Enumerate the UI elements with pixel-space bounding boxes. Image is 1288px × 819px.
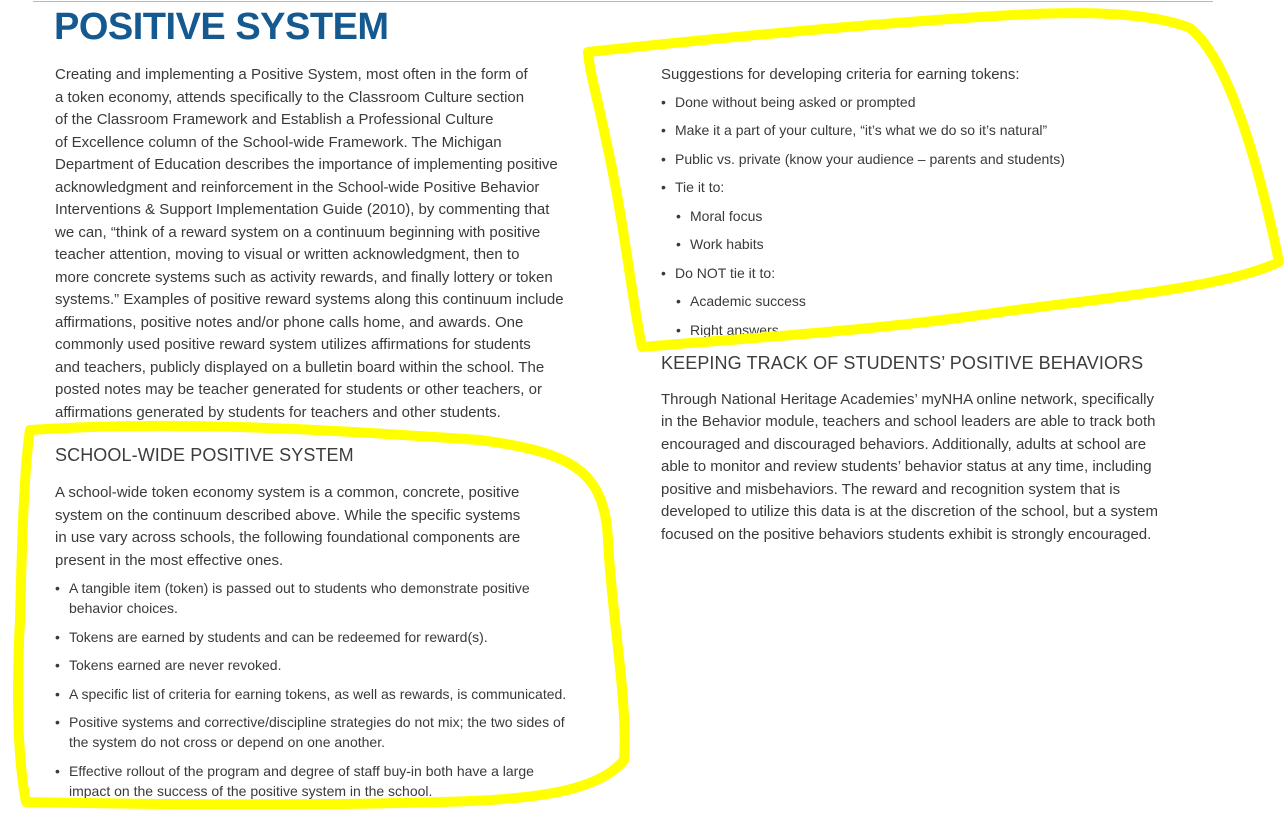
list-item-text: the system do not cross or depend on one another. — [69, 734, 385, 750]
paragraph-line: systems.” Examples of positive reward systems along this continuum include — [55, 291, 564, 308]
paragraph-line: acknowledgment and reinforcement in the School-wide Positive Behavior — [55, 178, 540, 196]
sub-list-item — [676, 291, 1221, 311]
bullet-icon: • — [661, 179, 666, 195]
schoolwide-heading: SCHOOL-WIDE POSITIVE SYSTEM — [55, 445, 354, 465]
sub-list-item — [676, 206, 1221, 226]
list-item — [55, 761, 615, 801]
list-item — [55, 578, 615, 618]
paragraph-line: Department of Education describes the importance of implementing positive — [55, 156, 558, 173]
list-item — [661, 263, 1221, 283]
list-item — [661, 120, 1221, 140]
paragraph-line: of Excellence column of the School-wide Framework. The Michigan — [55, 133, 502, 151]
bullet-icon: • — [55, 628, 60, 645]
list-item-text: A tangible item (token) is passed out to students who demonstrate positive — [69, 580, 530, 596]
list-item-text: behavior choices. — [69, 600, 178, 616]
paragraph-line: of the Classroom Framework and Establish a Professional Culture — [55, 111, 494, 128]
list-item — [55, 627, 615, 647]
paragraph-line: in use vary across schools, the following foundational components are — [55, 529, 521, 546]
paragraph-line: Creating and implementing a Positive System, most often in the form of — [55, 66, 528, 83]
bullet-icon: • — [55, 714, 60, 730]
paragraph-line: Through National Heritage Academies’ myNHA online network, specifically — [661, 390, 1155, 408]
sub-list-item — [676, 234, 1221, 254]
sub-list-item — [676, 320, 1221, 340]
list-item — [661, 177, 1221, 197]
list-item-text: Work habits — [690, 236, 764, 252]
bullet-icon: • — [55, 685, 60, 702]
list-item — [661, 92, 1221, 112]
bullet-icon: • — [55, 580, 60, 596]
bullet-icon: • — [661, 122, 666, 138]
top-rule — [33, 1, 1213, 2]
right-column — [661, 64, 1221, 546]
list-item — [55, 655, 615, 675]
list-item-text: Tie it to: — [675, 179, 725, 195]
criteria-bullet-list — [661, 92, 1221, 340]
list-item-text: Done without being asked or prompted — [675, 93, 916, 110]
paragraph-line: posted notes may be teacher generated for students or other teachers, or — [55, 381, 542, 398]
paragraph-line: and teachers, publicly displayed on a bulletin board within the school. The — [55, 358, 545, 376]
tracking-heading: KEEPING TRACK OF STUDENTS’ POSITIVE BEHAVIORS — [661, 352, 1144, 373]
list-item — [55, 684, 615, 704]
paragraph-line: able to monitor and review students’ behavior status at any time, including — [661, 458, 1152, 475]
bullet-icon: • — [661, 93, 666, 110]
intro-paragraph — [55, 64, 615, 424]
left-column — [55, 64, 615, 809]
paragraph-line: a token economy, attends specifically to the Classroom Culture section — [55, 88, 525, 106]
paragraph-line: affirmations generated by students for teachers and other students. — [55, 403, 501, 421]
paragraph-line: A school-wide token economy system is a common, concrete, positive — [55, 484, 520, 501]
list-item-text: Effective rollout of the program and degree of staff buy-in both have a large — [69, 762, 534, 779]
schoolwide-paragraph — [55, 482, 615, 572]
list-item-text: Tokens are earned by students and can be redeemed for reward(s). — [69, 628, 488, 645]
paragraph-line: present in the most effective ones. — [55, 551, 284, 569]
paragraph-line: focused on the positive behaviors students exhibit is strongly encouraged. — [661, 525, 1152, 543]
paragraph-line: affirmations, positive notes and/or phone calls home, and awards. One — [55, 313, 524, 331]
paragraph-line: commonly used positive reward system utilizes affirmations for students — [55, 336, 531, 353]
list-item-text: Public vs. private (know your audience – parents and students) — [675, 150, 1065, 167]
bullet-icon: • — [661, 264, 666, 281]
paragraph-line: teacher attention, moving to visual or written acknowledgment, then to — [55, 246, 520, 263]
schoolwide-bullet-list — [55, 578, 615, 801]
paragraph-line: encouraged and discouraged behaviors. Additionally, adults at school are — [661, 435, 1147, 453]
list-item-text: Positive systems and corrective/discipline strategies do not mix; the two sides of — [69, 714, 565, 730]
paragraph-line: positive and misbehaviors. The reward and recognition system that is — [661, 480, 1121, 498]
paragraph-line: system on the continuum described above. While the specific systems — [55, 506, 521, 524]
bullet-icon: • — [55, 762, 60, 779]
list-item — [55, 712, 615, 752]
paragraph-line: developed to utilize this data is at the discretion of the school, but a system — [661, 503, 1158, 520]
list-item-text: Academic success — [690, 293, 806, 309]
bullet-icon: • — [676, 321, 681, 338]
page-title: POSITIVE SYSTEM — [54, 6, 389, 48]
paragraph-line: in the Behavior module, teachers and school leaders are able to track both — [661, 413, 1156, 430]
bullet-icon: • — [676, 293, 681, 309]
criteria-heading: Suggestions for developing criteria for earning tokens: — [661, 66, 1020, 83]
bullet-icon: • — [676, 207, 681, 224]
list-item-text: Tokens earned are never revoked. — [69, 657, 282, 673]
list-item-text: Right answers — [690, 321, 779, 338]
list-item-text: Make it a part of your culture, “it’s what we do so it’s natural” — [675, 122, 1048, 138]
paragraph-line: we can, “think of a reward system on a continuum beginning with positive — [55, 223, 541, 241]
paragraph-line: more concrete systems such as activity rewards, and finally lottery or token — [55, 268, 553, 286]
list-item-text: A specific list of criteria for earning tokens, as well as rewards, is communicated. — [69, 685, 567, 702]
bullet-icon: • — [661, 150, 666, 167]
list-item-text: impact on the success of the positive system in the school. — [69, 782, 433, 799]
list-item — [661, 149, 1221, 169]
bullet-icon: • — [676, 236, 681, 252]
bullet-icon: • — [55, 657, 60, 673]
paragraph-line: Interventions & Support Implementation Guide (2010), by commenting that — [55, 201, 550, 218]
tracking-paragraph — [661, 389, 1221, 547]
list-item-text: Do NOT tie it to: — [675, 264, 776, 281]
list-item-text: Moral focus — [690, 207, 763, 224]
